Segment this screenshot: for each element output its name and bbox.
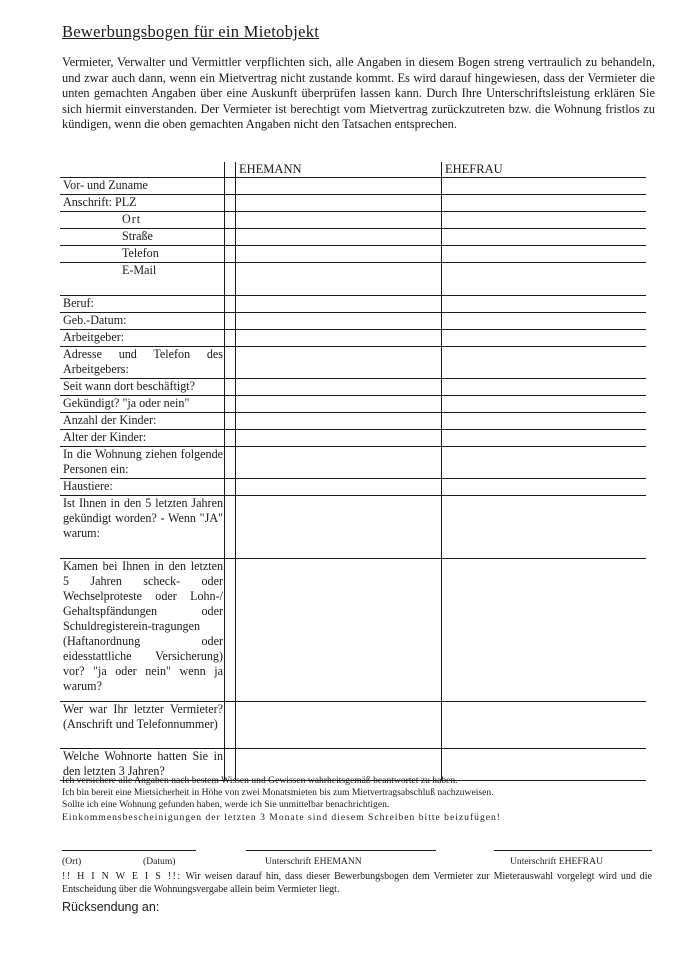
table-row xyxy=(60,413,646,430)
notice-label: !! H I N W E I S !!: xyxy=(62,871,182,882)
label-signature-wife: Unterschrift EHEFRAU xyxy=(510,856,603,867)
field-label-last-landlord: Wer war Ihr letzter Vermieter? (Anschrift und Telefonnummer) xyxy=(60,702,225,749)
field-wife-postcode[interactable] xyxy=(442,195,647,212)
table-row xyxy=(60,496,646,559)
application-table xyxy=(60,162,646,781)
header-label-cell xyxy=(60,162,225,178)
field-label-employer: Arbeitgeber: xyxy=(60,330,225,347)
field-husband-phone[interactable] xyxy=(236,246,442,263)
label-place: (Ort) xyxy=(62,856,82,867)
table-row xyxy=(60,195,646,212)
field-husband-occupation[interactable] xyxy=(236,296,442,313)
field-label-phone: Telefon xyxy=(60,246,225,263)
field-label-employed-since: Seit wann dort beschäftigt? xyxy=(60,379,225,396)
field-wife-birthdate[interactable] xyxy=(442,313,647,330)
table-row xyxy=(60,396,646,413)
notice-paragraph xyxy=(62,870,652,896)
field-label-city: Ort xyxy=(60,212,225,229)
column-header-husband: EHEMANN xyxy=(236,162,442,178)
table-row xyxy=(60,702,646,749)
table-row xyxy=(60,347,646,379)
field-wife-employer-contact[interactable] xyxy=(442,347,647,379)
table-header-row xyxy=(60,162,646,178)
field-husband-terminated[interactable] xyxy=(236,396,442,413)
field-label-moving-persons: In die Wohnung ziehen folgende Personen ein: xyxy=(60,447,225,479)
field-label-address: Anschrift: PLZ xyxy=(60,195,225,212)
field-husband-name[interactable] xyxy=(236,178,442,195)
field-wife-employed-since[interactable] xyxy=(442,379,647,396)
field-label-children-age: Alter der Kinder: xyxy=(60,430,225,447)
field-husband-email[interactable] xyxy=(236,263,442,296)
field-husband-pets[interactable] xyxy=(236,479,442,496)
field-label-name: Vor- und Zuname xyxy=(60,178,225,195)
table-row xyxy=(60,178,646,195)
declaration-notes xyxy=(62,775,652,824)
note-line: Ich bin bereit eine Mietsicherheit in Höhe von zwei Monatsmieten bis zum Mietvertragsabschluß nachzuweisen. xyxy=(62,787,494,799)
note-line: Einkommensbescheinigungen der letzten 3 Monate sind diesem Schreiben bitte beizufügen! xyxy=(62,811,502,823)
note-line: Ich versichere alle Angaben nach bestem Wissen und Gewissen wahrheitsgemäß beantwortet zu haben. xyxy=(62,775,458,786)
notice-text: Wir weisen darauf hin, dass dieser Bewerbungsbogen dem Vermieter zur Mieterauswahl vorgelegt wird und die Entscheidung über die Wohnungsvergabe allein beim Vermieter liegt. xyxy=(62,871,653,895)
table-row xyxy=(60,246,646,263)
field-wife-email[interactable] xyxy=(442,263,647,296)
field-wife-evicted[interactable] xyxy=(442,496,647,559)
field-husband-evicted[interactable] xyxy=(236,496,442,559)
table-row xyxy=(60,379,646,396)
note-line: Sollte ich eine Wohnung gefunden haben, werde ich Sie unmittelbar benachrichtigen. xyxy=(62,799,390,811)
table-row xyxy=(60,330,646,347)
field-husband-last-landlord[interactable] xyxy=(236,702,442,749)
field-wife-phone[interactable] xyxy=(442,246,647,263)
signature-line-wife[interactable] xyxy=(494,850,652,851)
field-husband-debts[interactable] xyxy=(236,559,442,702)
field-wife-street[interactable] xyxy=(442,229,647,246)
return-address-label: Rücksendung an: xyxy=(62,900,160,914)
field-label-terminated: Gekündigt? "ja oder nein" xyxy=(60,396,225,413)
field-husband-street[interactable] xyxy=(236,229,442,246)
field-husband-postcode[interactable] xyxy=(236,195,442,212)
field-husband-employer-contact[interactable] xyxy=(236,347,442,379)
table-row xyxy=(60,263,646,296)
field-label-evicted: Ist Ihnen in den 5 letzten Jahren gekündigt worden? - Wenn "JA" warum: xyxy=(60,496,225,559)
field-label-employer-contact: Adresse und Telefon des Arbeitgebers: xyxy=(60,347,225,379)
intro-paragraph: Vermieter, Verwalter und Vermittler verpflichten sich, alle Angaben in diesem Bogen streng vertraulich zu behandeln, und zwar auch dann, wenn ein Mietvertrag nicht zustande kommt. Es wird darauf hingewiesen, dass der Vermieter die unten gemachten Angaben über eine Auskunft überprüfen lassen kann. Durch Ihre Unterschriftsleistung erklären Sie sich hiermit einverstanden. Der Vermieter ist berechtigt vom Mietvertrag zurückzutreten bzw. die Wohnung fristlos zu kündigen, wenn die oben gemachten Angaben nicht den Tatsachen entsprechen. xyxy=(62,55,655,132)
field-husband-children-count[interactable] xyxy=(236,413,442,430)
signature-line-place-date[interactable] xyxy=(62,850,196,851)
field-husband-birthdate[interactable] xyxy=(236,313,442,330)
signature-line-husband[interactable] xyxy=(246,850,436,851)
field-label-occupation: Beruf: xyxy=(60,296,225,313)
field-wife-pets[interactable] xyxy=(442,479,647,496)
field-wife-moving-persons[interactable] xyxy=(442,447,647,479)
table-row xyxy=(60,313,646,330)
column-header-wife: EHEFRAU xyxy=(442,162,647,178)
field-wife-last-landlord[interactable] xyxy=(442,702,647,749)
field-wife-debts[interactable] xyxy=(442,559,647,702)
field-husband-city[interactable] xyxy=(236,212,442,229)
table-row xyxy=(60,229,646,246)
field-wife-name[interactable] xyxy=(442,178,647,195)
field-label-street: Straße xyxy=(60,229,225,246)
field-husband-employer[interactable] xyxy=(236,330,442,347)
field-wife-city[interactable] xyxy=(442,212,647,229)
page-title: Bewerbungsbogen für ein Mietobjekt xyxy=(62,22,320,41)
table-row xyxy=(60,559,646,702)
table-row xyxy=(60,212,646,229)
field-label-birthdate: Geb.-Datum: xyxy=(60,313,225,330)
table-row xyxy=(60,296,646,313)
field-wife-occupation[interactable] xyxy=(442,296,647,313)
table-row xyxy=(60,447,646,479)
field-label-previous-residences: Welche Wohnorte hatten Sie in den letzten 3 Jahren? xyxy=(60,749,225,781)
field-wife-terminated[interactable] xyxy=(442,396,647,413)
label-date: (Datum) xyxy=(143,856,176,867)
field-label-children-count: Anzahl der Kinder: xyxy=(60,413,225,430)
label-signature-husband: Unterschrift EHEMANN xyxy=(265,856,362,867)
field-label-email: E-Mail xyxy=(60,263,225,296)
field-wife-employer[interactable] xyxy=(442,330,647,347)
field-husband-children-age[interactable] xyxy=(236,430,442,447)
field-wife-children-age[interactable] xyxy=(442,430,647,447)
field-wife-children-count[interactable] xyxy=(442,413,647,430)
field-label-debts: Kamen bei Ihnen in den letzten 5 Jahren scheck- oder Wechselproteste oder Lohn-/ Gehaltspfändungen oder Schuldregisterein-tragungen (Haftanordnung oder eidesstattliche Versicherung) vor? "ja oder nein" wenn ja warum? xyxy=(60,559,225,702)
field-husband-employed-since[interactable] xyxy=(236,379,442,396)
field-husband-moving-persons[interactable] xyxy=(236,447,442,479)
field-label-pets: Haustiere: xyxy=(60,479,225,496)
table-row xyxy=(60,430,646,447)
table-row xyxy=(60,479,646,496)
